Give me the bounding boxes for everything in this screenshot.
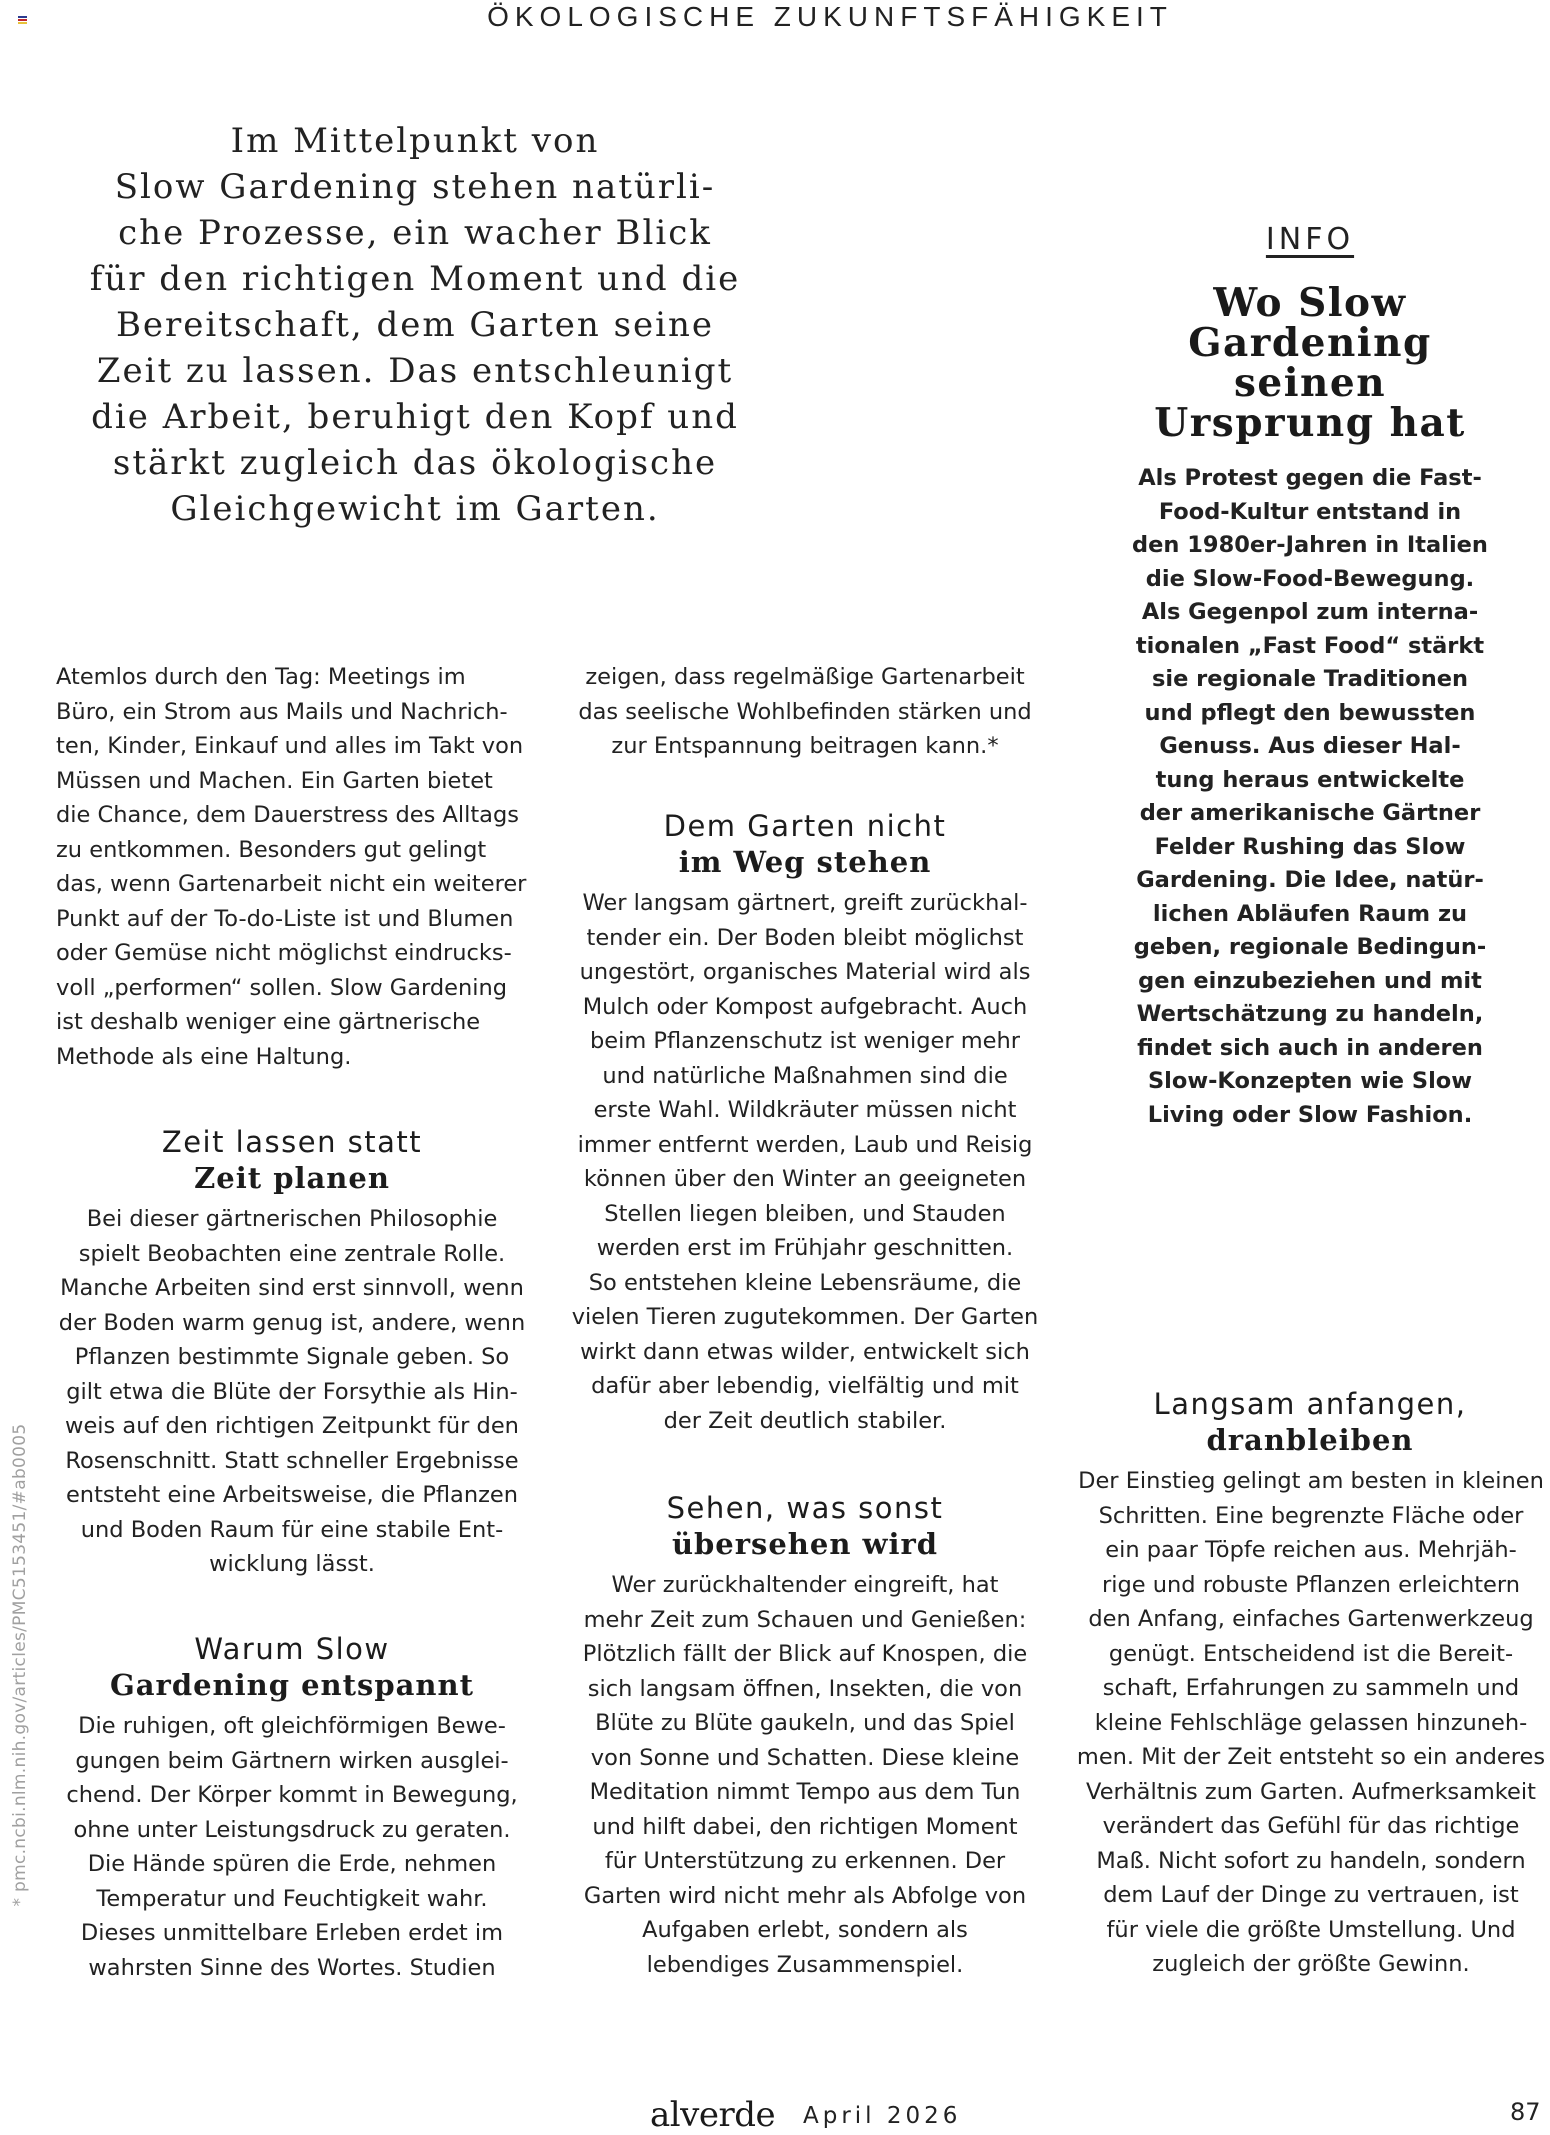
col1-section1-heading	[56, 1124, 528, 1196]
heading-line: Warum Slow	[194, 1632, 390, 1666]
page-number: 87	[1510, 2098, 1541, 2126]
text-line: Schritten. Eine begrenzte Fläche oder	[1098, 1502, 1524, 1529]
brand-logo: alverde	[650, 2095, 776, 2135]
heading-line: übersehen wird	[671, 1527, 939, 1561]
heading-line: dranbleiben	[1206, 1423, 1414, 1457]
text-line: gungen beim Gärtnern wirken ausglei-	[75, 1747, 509, 1774]
text-line: das seelische Wohlbefinden stärken und	[578, 698, 1032, 725]
text-line: Dieses unmittelbare Erleben erdet im	[80, 1920, 504, 1946]
text-line: Die ruhigen, oft gleichförmigen Bewe-	[78, 1713, 506, 1739]
text-line: Maß. Nicht sofort zu handeln, sondern	[1096, 1847, 1526, 1874]
col1-section2-heading	[56, 1631, 528, 1703]
heading-line: Gardening entspannt	[109, 1668, 474, 1702]
text-line: gen einzubeziehen und mit	[1138, 967, 1482, 994]
text-line: spielt Beobachten eine zentrale Rolle.	[78, 1240, 506, 1267]
text-line: das, wenn Gartenarbeit nicht ein weiterer	[56, 871, 527, 897]
text-line: chend. Der Körper kommt in Bewegung,	[66, 1782, 518, 1808]
quote-line: stärkt zugleich das ökologische	[112, 443, 718, 483]
text-line: ohne unter Leistungsdruck zu geraten.	[73, 1816, 511, 1843]
text-line: genügt. Entscheidend ist die Bereit-	[1108, 1640, 1514, 1667]
quote-line: Zeit zu lassen. Das entschleunigt	[96, 351, 734, 391]
heading-line: Dem Garten nicht	[663, 809, 947, 843]
text-line: Müssen und Machen. Ein Garten bietet	[56, 767, 493, 794]
quote-line: die Arbeit, beruhigt den Kopf und	[91, 397, 739, 437]
quote-line: Gleichgewicht im Garten.	[170, 489, 660, 529]
text-line: Wo Slow	[1213, 280, 1407, 326]
text-line: geben, regionale Bedingun-	[1133, 934, 1487, 960]
source-note: * pmc.ncbi.nlm.nih.gov/articles/PMC5153451/#ab0005	[10, 1423, 30, 1907]
text-line: von Sonne und Schatten. Diese kleine	[590, 1744, 1020, 1771]
info-title	[1100, 280, 1520, 446]
info-text	[1125, 462, 1495, 1132]
pull-quote	[55, 118, 775, 532]
text-line: gilt etwa die Blüte der Forsythie als Hin-	[66, 1378, 518, 1405]
text-line: lichen Abläufen Raum zu	[1152, 900, 1468, 927]
text-line: men. Mit der Zeit entsteht so ein anderes	[1076, 1744, 1546, 1770]
text-line: mehr Zeit zum Schauen und Genießen:	[583, 1606, 1027, 1633]
col1-section2-text	[40, 1709, 544, 1985]
text-line: die Chance, dem Dauerstress des Alltags	[56, 802, 519, 828]
text-line: Der Einstieg gelingt am besten in kleinen	[1078, 1468, 1544, 1494]
text-line: Aufgaben erlebt, sondern als	[642, 1917, 968, 1943]
text-line: können über den Winter an geeigneten	[583, 1166, 1027, 1192]
text-line: Rosenschnitt. Statt schneller Ergebnisse	[65, 1447, 519, 1474]
text-line: Methode als eine Haltung.	[56, 1043, 352, 1070]
heading-line: im Weg stehen	[678, 845, 932, 879]
text-line: ein paar Töpfe reichen aus. Mehrjäh-	[1105, 1537, 1517, 1563]
text-line: Ursprung hat	[1154, 400, 1466, 446]
text-line: voll „performen“ sollen. Slow Gardening	[56, 974, 508, 1001]
text-line: sie regionale Traditionen	[1151, 666, 1469, 692]
text-line: weis auf den richtigen Zeitpunkt für den	[65, 1413, 519, 1439]
text-line: Food-Kultur entstand in	[1158, 498, 1462, 525]
text-line: Mulch oder Kompost aufgebracht. Auch	[582, 993, 1028, 1020]
text-line: erste Wahl. Wildkräuter müssen nicht	[593, 1097, 1017, 1123]
text-line: tender ein. Der Boden bleibt möglichst	[586, 924, 1024, 951]
text-line: der Boden warm genug ist, andere, wenn	[58, 1309, 526, 1336]
col2-section2-text	[545, 1568, 1065, 1982]
col1-section1-text	[40, 1202, 544, 1582]
flag-icon	[18, 16, 27, 23]
text-line: Temperatur und Feuchtigkeit wahr.	[96, 1885, 488, 1912]
col1-intro	[56, 660, 528, 1074]
col2-section1-heading	[560, 808, 1050, 880]
col3-section1-text	[1075, 1464, 1547, 1982]
text-line: kleine Fehlschläge gelassen hinzuneh-	[1094, 1709, 1528, 1736]
text-line: oder Gemüse nicht möglichst eindrucks-	[56, 940, 512, 966]
text-line: Als Gegenpol zum interna-	[1141, 599, 1479, 625]
text-line: Pflanzen bestimmte Signale geben. So	[74, 1344, 510, 1370]
text-line: Blüte zu Blüte gaukeln, und das Spiel	[595, 1710, 1015, 1736]
text-line: Garten wird nicht mehr als Abfolge von	[583, 1882, 1027, 1909]
text-line: entsteht eine Arbeitsweise, die Pflanzen	[65, 1482, 519, 1508]
text-line: dem Lauf der Dinge zu vertrauen, ist	[1103, 1882, 1519, 1908]
text-line: Plötzlich fällt der Blick auf Knospen, die	[582, 1641, 1028, 1667]
quote-line: Slow Gardening stehen natürli-	[114, 167, 716, 207]
col2-section1-text	[555, 886, 1055, 1438]
text-line: tionalen „Fast Food“ stärkt	[1135, 632, 1485, 659]
text-line: Felder Rushing das Slow	[1154, 833, 1466, 860]
text-line: Genuss. Aus dieser Hal-	[1159, 733, 1461, 759]
text-line: zur Entspannung beitragen kann.*	[611, 733, 999, 759]
quote-line: che Prozesse, ein wacher Blick	[118, 213, 712, 253]
text-line: So entstehen kleine Lebensräume, die	[588, 1269, 1022, 1296]
text-line: sich langsam öffnen, Insekten, die von	[587, 1675, 1023, 1702]
text-line: werden erst im Frühjahr geschnitten.	[596, 1235, 1014, 1261]
text-line: den 1980er-Jahren in Italien	[1132, 532, 1488, 558]
text-line: und natürliche Maßnahmen sind die	[602, 1062, 1008, 1089]
text-line: immer entfernt werden, Laub und Reisig	[577, 1131, 1033, 1158]
text-line: wicklung lässt.	[209, 1551, 375, 1577]
text-line: schaft, Erfahrungen zu sammeln und	[1102, 1675, 1520, 1701]
col2-section2-heading	[560, 1490, 1050, 1562]
section-title: ÖKOLOGISCHE ZUKUNFTSFÄHIGKEIT	[487, 1, 1173, 32]
text-line: findet sich auch in anderen	[1137, 1034, 1483, 1061]
text-line: rige und robuste Pflanzen erleichtern	[1101, 1571, 1521, 1598]
text-line: für Unterstützung zu erkennen. Der	[604, 1848, 1006, 1874]
text-line: Wer zurückhaltender eingreift, hat	[611, 1572, 999, 1598]
text-line: Die Hände spüren die Erde, nehmen	[87, 1851, 497, 1877]
text-line: Gardening. Die Idee, natür-	[1136, 867, 1484, 893]
text-line: wahrsten Sinne des Wortes. Studien	[88, 1954, 496, 1981]
text-line: Manche Arbeiten sind erst sinnvoll, wenn	[60, 1275, 524, 1301]
text-line: zu entkommen. Besonders gut gelingt	[56, 836, 487, 863]
text-line: und Boden Raum für eine stabile Ent-	[80, 1516, 504, 1543]
text-line: Meditation nimmt Tempo aus dem Tun	[589, 1779, 1021, 1805]
text-line: die Slow-Food-Bewegung.	[1145, 565, 1475, 592]
heading-line: Zeit planen	[194, 1161, 390, 1195]
text-line: den Anfang, einfaches Gartenwerkzeug	[1088, 1606, 1534, 1632]
text-line: Atemlos durch den Tag: Meetings im	[56, 664, 466, 690]
text-line: ten, Kinder, Einkauf und alles im Takt von	[56, 733, 524, 759]
text-line: und pflegt den bewussten	[1144, 699, 1476, 726]
col2-intro	[560, 660, 1050, 764]
text-line: seinen	[1233, 360, 1387, 406]
text-line: vielen Tieren zugutekommen. Der Garten	[571, 1304, 1039, 1330]
heading-line: Zeit lassen statt	[161, 1125, 423, 1159]
text-line: tung heraus entwickelte	[1155, 766, 1465, 793]
text-line: Als Protest gegen die Fast-	[1138, 465, 1482, 491]
text-line: Gardening	[1188, 320, 1432, 366]
text-line: Wertschätzung zu handeln,	[1136, 1001, 1484, 1027]
text-line: beim Pflanzenschutz ist weniger mehr	[589, 1028, 1021, 1054]
text-line: Slow-Konzepten wie Slow	[1147, 1068, 1473, 1094]
quote-line: Im Mittelpunkt von	[230, 121, 600, 161]
text-line: zeigen, dass regelmäßige Gartenarbeit	[585, 664, 1025, 690]
issue-date: April 2026	[803, 2103, 962, 2129]
text-line: für viele die größte Umstellung. Und	[1106, 1916, 1516, 1943]
text-line: zugleich der größte Gewinn.	[1152, 1951, 1470, 1977]
text-line: wirkt dann etwas wilder, entwickelt sich	[580, 1338, 1030, 1365]
text-line: der amerikanische Gärtner	[1139, 800, 1481, 826]
text-line: lebendiges Zusammenspiel.	[646, 1951, 964, 1978]
text-line: der Zeit deutlich stabiler.	[663, 1407, 947, 1434]
text-line: Bei dieser gärtnerischen Philosophie	[86, 1206, 498, 1232]
text-line: Verhältnis zum Garten. Aufmerksamkeit	[1086, 1778, 1536, 1805]
heading-line: Langsam anfangen,	[1153, 1387, 1467, 1421]
text-line: dafür aber lebendig, vielfältig und mit	[591, 1373, 1019, 1399]
text-line: Living oder Slow Fashion.	[1147, 1101, 1473, 1128]
text-line: ist deshalb weniger eine gärtnerische	[56, 1009, 481, 1035]
text-line: ungestört, organisches Material wird als	[579, 959, 1031, 985]
text-line: verändert das Gefühl für das richtige	[1102, 1813, 1520, 1839]
quote-line: für den richtigen Moment und die	[89, 259, 741, 299]
heading-line: Sehen, was sonst	[666, 1491, 944, 1525]
text-line: Stellen liegen bleiben, und Stauden	[604, 1200, 1006, 1227]
text-line: und hilft dabei, den richtigen Moment	[592, 1813, 1018, 1840]
col3-section1-heading	[1080, 1386, 1540, 1458]
text-line: Wer langsam gärtnert, greift zurückhal-	[582, 890, 1028, 916]
text-line: Punkt auf der To-do-Liste ist und Blumen	[56, 905, 514, 932]
text-line: Büro, ein Strom aus Mails und Nachrich-	[56, 698, 508, 725]
quote-line: Bereitschaft, dem Garten seine	[115, 305, 715, 345]
info-label: INFO	[1265, 222, 1355, 257]
